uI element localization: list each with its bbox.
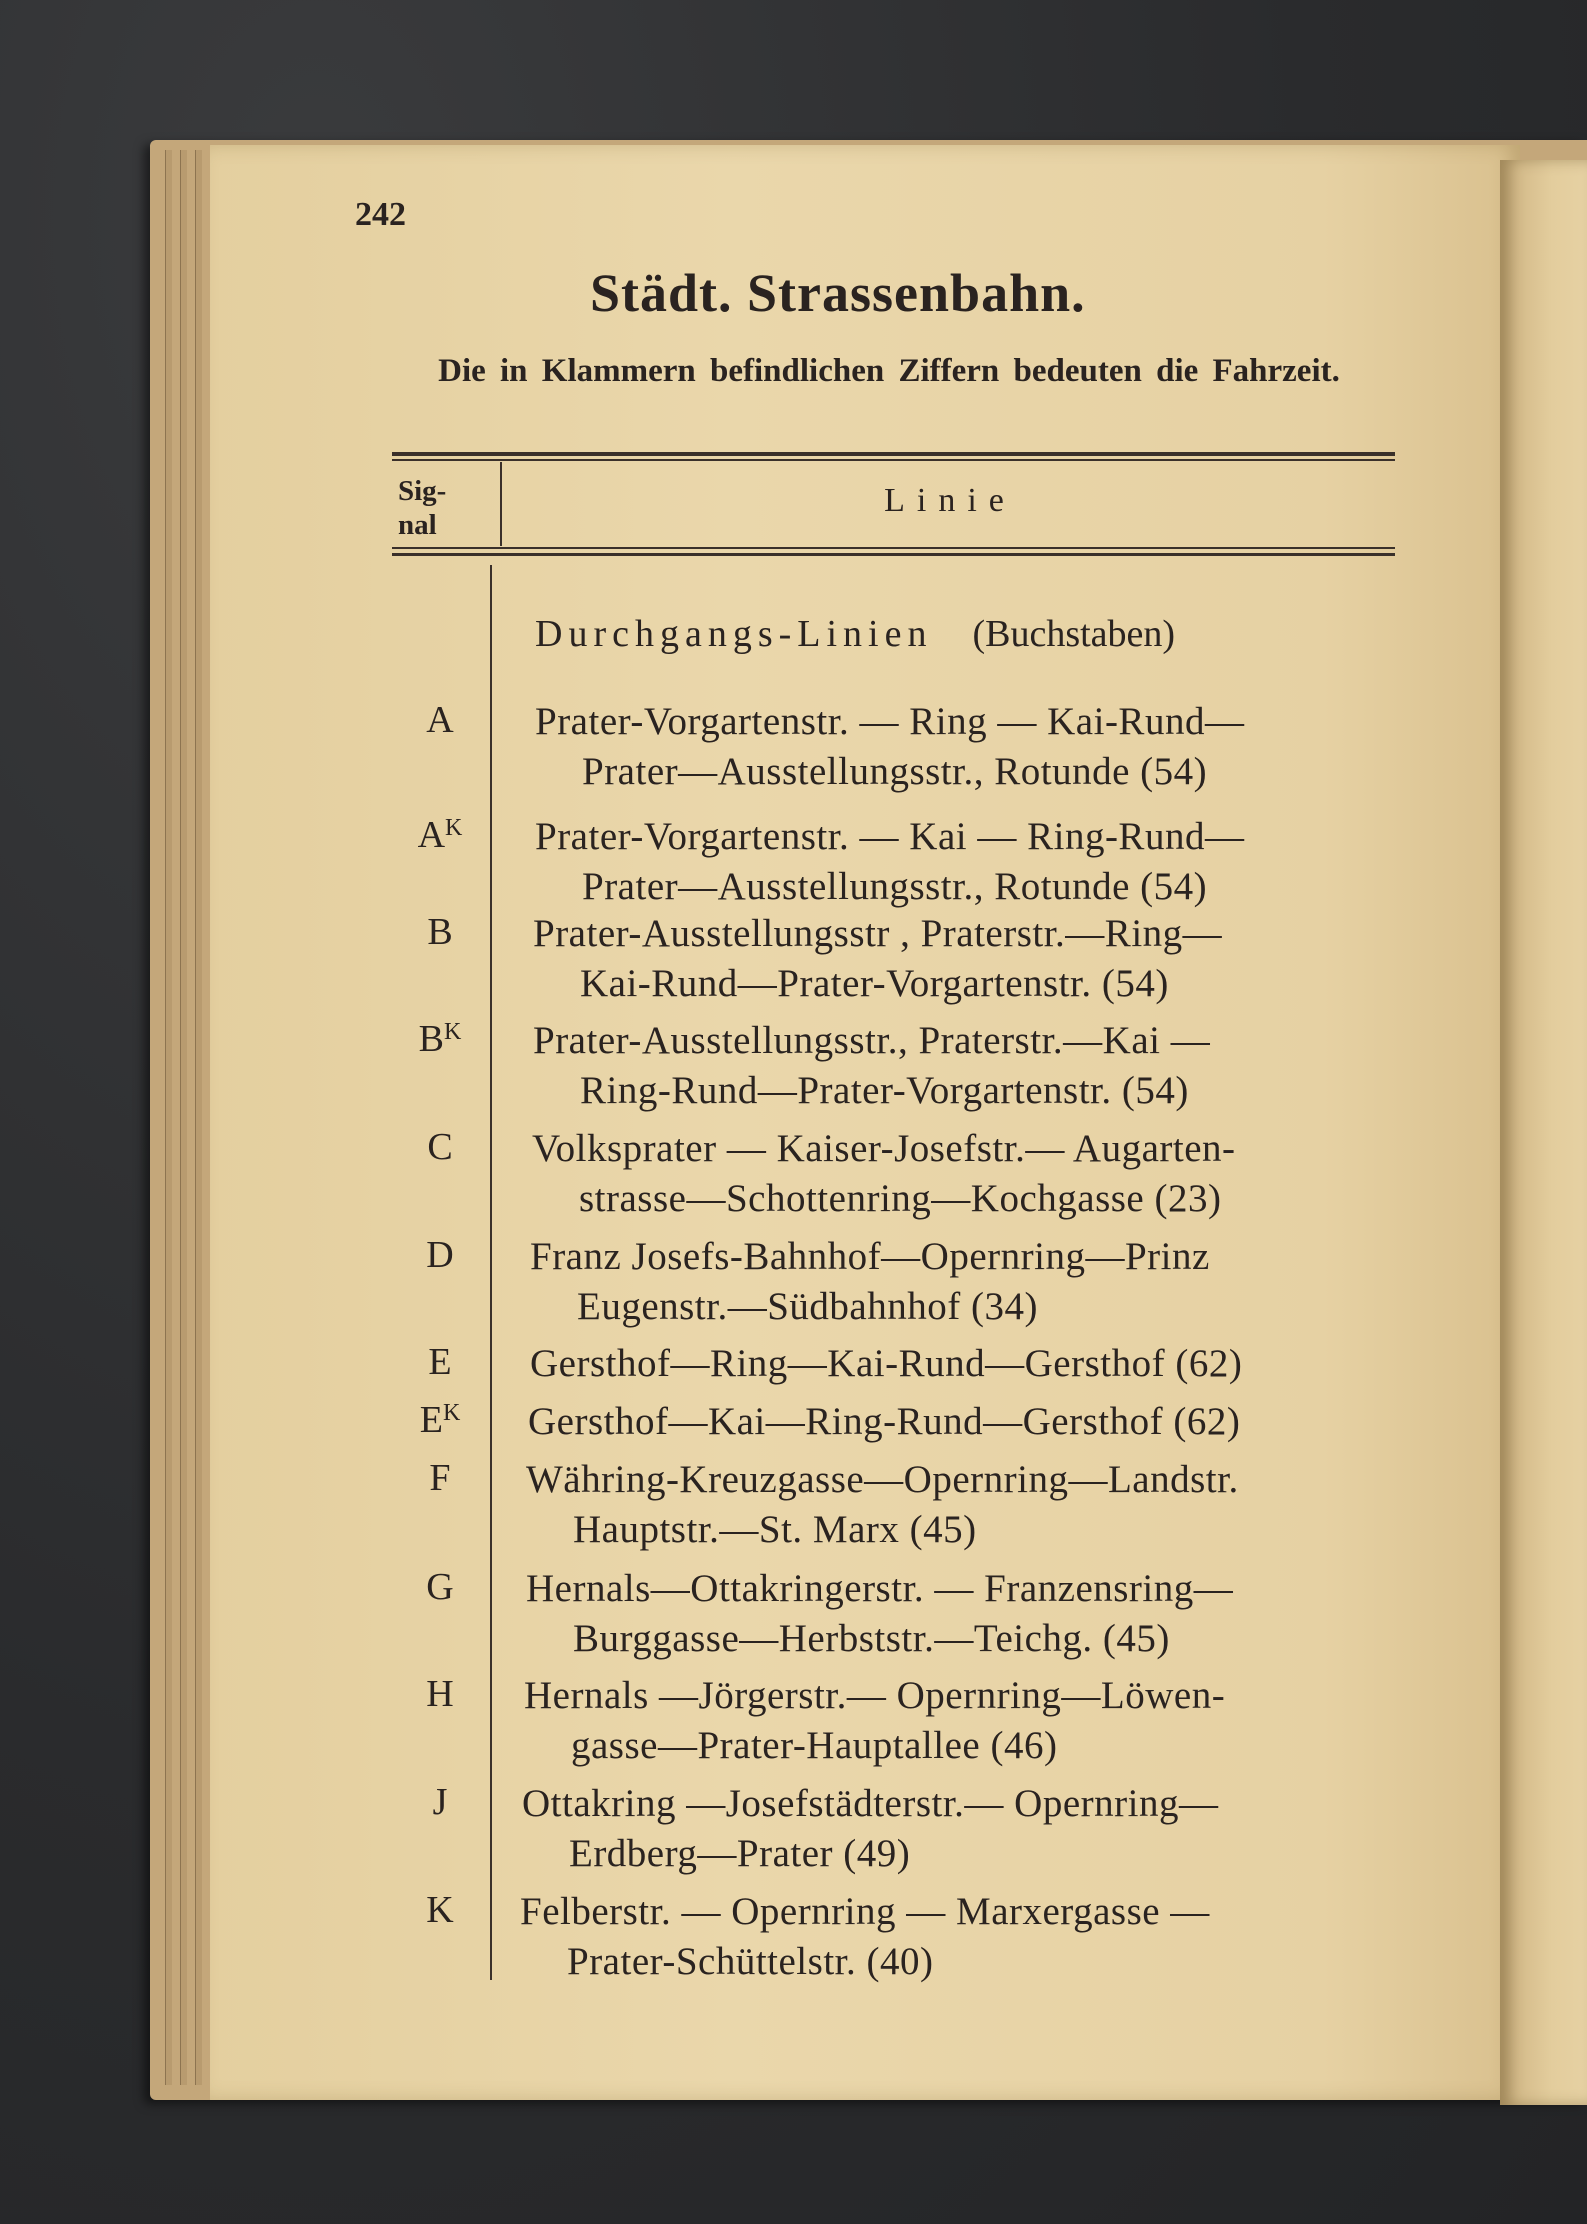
line-route-continued: Prater—Ausstellungsstr., Rotunde (54) <box>582 865 1208 908</box>
line-route-continued: Prater—Ausstellungsstr., Rotunde (54) <box>582 750 1208 793</box>
signal-code <box>385 1125 495 1169</box>
line-route-continued: strasse—Schottenring—Kochgasse (23) <box>579 1177 1222 1220</box>
signal-code <box>385 1888 495 1932</box>
page-edge <box>195 150 202 2085</box>
signal-code <box>385 1233 495 1277</box>
signal-code <box>385 1340 495 1384</box>
line-route: Volksprater — Kaiser-Josefstr.— Augarten- <box>532 1127 1236 1170</box>
table-top-rule <box>392 452 1395 456</box>
page-edge <box>180 150 187 2085</box>
line-route: Prater-Ausstellungsstr., Praterstr.—Kai — <box>533 1019 1211 1062</box>
header-bottom-rule <box>392 547 1395 549</box>
page-number: 242 <box>355 196 406 233</box>
header-signal: Sig- nal <box>398 475 447 541</box>
signal-code <box>385 698 495 742</box>
page-title: Städt. Strassenbahn. <box>590 263 1086 323</box>
line-route: Hernals —Jörgerstr.— Opernring—Löwen- <box>524 1674 1226 1717</box>
section-heading <box>535 612 1175 656</box>
line-route: Felberstr. — Opernring — Marxergasse — <box>520 1890 1210 1933</box>
signal-letter: B <box>427 911 453 953</box>
signal-letter: A <box>417 814 446 856</box>
header-linie: Linie <box>884 482 1016 519</box>
facing-page <box>1500 160 1587 2105</box>
signal-code <box>385 1672 495 1716</box>
line-route: Prater-Ausstellungsstr , Praterstr.—Ring— <box>533 912 1223 955</box>
page-edge <box>165 150 172 2085</box>
line-route-continued: Burggasse—Herbststr.—Teichg. (45) <box>573 1617 1170 1660</box>
signal-letter: E <box>428 1341 452 1383</box>
section-heading-text: Durchgangs-Linien <box>535 613 933 655</box>
signal-code <box>385 813 495 857</box>
header-divider <box>500 462 502 546</box>
signal-letter: J <box>432 1781 448 1823</box>
signal-code <box>385 1398 495 1442</box>
line-route: Ottakring —Josefstädterstr.— Opernring— <box>522 1782 1219 1825</box>
line-route: Gersthof—Ring—Kai-Rund—Gersthof (62) <box>530 1342 1243 1385</box>
page-note: Die in Klammern befindlichen Ziffern bedeuten die Fahrzeit. <box>438 353 1340 389</box>
line-route: Währing-Kreuzgasse—Opernring—Landstr. <box>526 1458 1239 1501</box>
line-route-continued: Erdberg—Prater (49) <box>569 1832 911 1875</box>
signal-code <box>385 910 495 954</box>
line-route-continued: Prater-Schüttelstr. (40) <box>567 1940 934 1983</box>
signal-letter: D <box>426 1234 454 1276</box>
line-route-continued: Ring-Rund—Prater-Vorgartenstr. (54) <box>580 1069 1189 1112</box>
section-heading-paren: (Buchstaben) <box>972 613 1176 655</box>
line-route-continued: Kai-Rund—Prater-Vorgartenstr. (54) <box>580 962 1169 1005</box>
signal-letter: H <box>426 1673 454 1715</box>
signal-letter: B <box>418 1018 444 1060</box>
line-route-continued: Hauptstr.—St. Marx (45) <box>573 1508 977 1551</box>
signal-code <box>385 1017 495 1061</box>
line-route: Prater-Vorgartenstr. — Kai — Ring-Rund— <box>535 815 1245 858</box>
table-top-rule-thin <box>392 459 1395 461</box>
line-route: Prater-Vorgartenstr. — Ring — Kai-Rund— <box>535 700 1245 743</box>
signal-letter: C <box>427 1126 453 1168</box>
signal-letter: F <box>429 1457 451 1499</box>
signal-letter: G <box>426 1566 454 1608</box>
signal-letter: E <box>419 1399 443 1441</box>
header-bottom-rule-thick <box>392 553 1395 556</box>
line-route-continued: gasse—Prater-Hauptallee (46) <box>571 1724 1058 1767</box>
line-route: Franz Josefs-Bahnhof—Opernring—Prinz <box>530 1235 1210 1278</box>
signal-code <box>385 1780 495 1824</box>
signal-suffix: K <box>444 1019 462 1045</box>
signal-letter: K <box>426 1889 454 1931</box>
signal-suffix: K <box>442 1400 461 1426</box>
line-route: Gersthof—Kai—Ring-Rund—Gersthof (62) <box>528 1400 1241 1443</box>
signal-letter: A <box>426 699 454 741</box>
line-route-continued: Eugenstr.—Südbahnhof (34) <box>577 1285 1038 1328</box>
signal-code <box>385 1565 495 1609</box>
signal-suffix: K <box>445 815 463 841</box>
line-route: Hernals—Ottakringerstr. — Franzensring— <box>526 1567 1234 1610</box>
signal-code <box>385 1456 495 1500</box>
